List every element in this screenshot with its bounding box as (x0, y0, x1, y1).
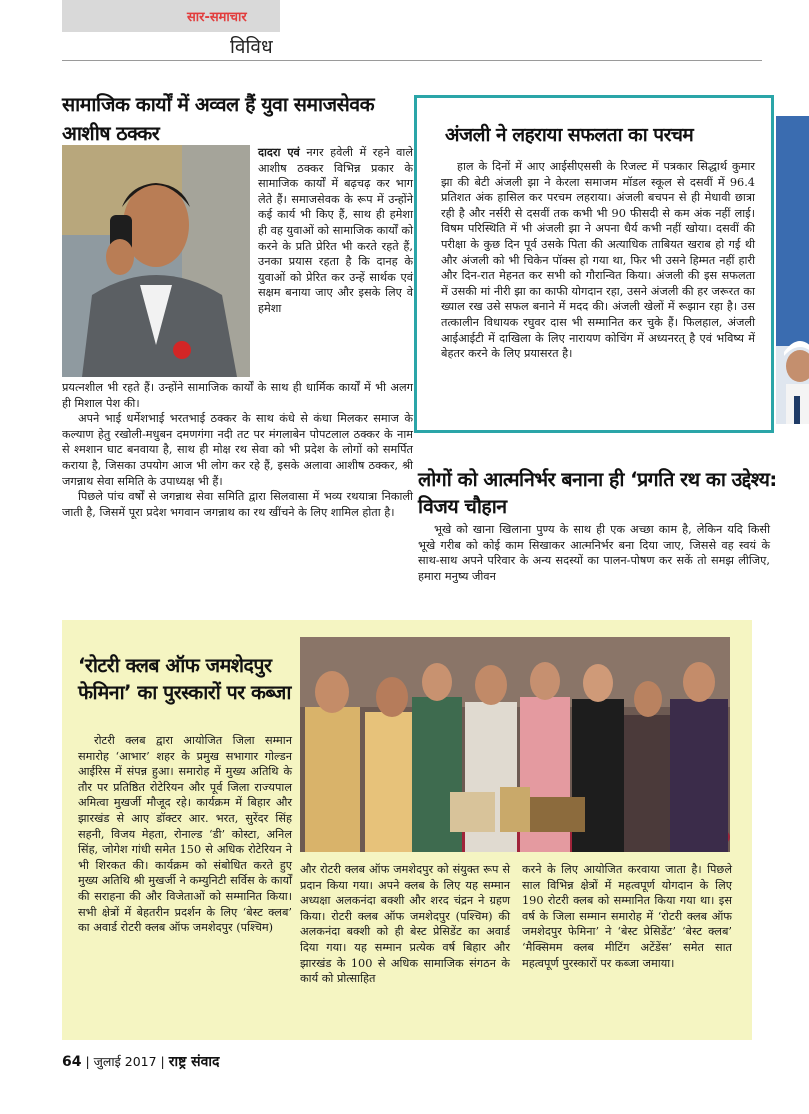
article3-headline: लोगों को आत्मनिर्भर बनाना ही ‘प्रगति रथ का उद्देश्य: विजय चौहान (418, 468, 777, 518)
article1-para3: पिछले पांच वर्षों से जगन्नाथ सेवा समिति द्वारा सिलवासा में भव्य रथयात्रा निकाली जाती है, जिसमें पूरा प्रदेश भगवान जगन्नाथ का रथ खींचने के लिए शामिल होता है। (62, 490, 413, 519)
article3-body (418, 522, 770, 584)
article4-col1 (78, 733, 292, 936)
article4-col2 (300, 862, 510, 987)
page-number: 64 (62, 1054, 82, 1070)
article4-col2-text: और रोटरी क्लब ऑफ जमशेदपुर को संयुक्त रूप से प्रदान किया गया। अपने क्लब के लिए यह सम्मान अध्यक्षा अलकनंदा बक्शी और शरद चंद्रन ने ग्रहण किया। रोटरी क्लब ऑफ जमशेदपुर (पश्चिम) की अलकनंदा बक्शी को ही बेस्ट प्रेसिडेंट का अवार्ड दिया गया। यह सम्मान प्रत्येक वर्ष बिहार और झारखंड के 100 से अधिक सामाजिक संगठन के कार्य को प्रोत्साहित (300, 863, 510, 986)
article4-col3 (522, 862, 732, 971)
article1-photo (62, 145, 250, 377)
article2-text: हाल के दिनों में आए आईसीएससी के रिजल्ट में पत्रकार सिद्धार्थ कुमार झा की बेटी अंजली झा ने केरला समाजम मॉडल स्कूल से दसवीं में 96.4 प्रतिशत अंक हासिल कर परचम लहराया। अंजली बचपन से ही मेधावी छात्रा रही है और नर्सरी से दसवीं तक कभी भी 90 फीसदी से कम अंक नहीं लाई। विषम परिस्थिति में भी अंजली झा ने अपना धैर्य कभी नहीं खोया। दसवीं की परीक्षा के कुछ दिन पूर्व उसके पिता की अत्याधिक ताबियत खराब हो गई थी और अंजली को भी चिकेन पॉक्स हो गया था, फिर भी उसने हिम्मत नहीं हारी और दिन-रात मेहनत कर सभी को गौरान्वित किया। अंजली की इस सफलता में उसकी मां नीरी झा का काफी योगदान रहा, उसने अंजली की हर जरूरत का ख्याल रख उसे सफल बनाने में मदद की। अंजली खेलों में रूझान रहा है। उस तत्कालीन विधायक रघुवर दास भी सम्मानित कर चुके हैं। फिलहाल, अंजली आईआईटी में दाखिला के लिए नारायण कोचिंग में अध्यनरत् है एवं भविष्य में बेहतर करने के लिए प्रयासरत है। (441, 160, 755, 361)
article4-col3-text: करने के लिए आयोजित करवाया जाता है। पिछले साल विभिन्न क्षेत्रों में महत्वपूर्ण योगदान के लिए 190 रोटरी क्लब को सम्मानित किया गया था। इस वर्ष के जिला सम्मान समारोह में ‘रोटरी क्लब ऑफ जमशेदपुर फेमिना’ ने ‘बेस्ट प्रेसिडेंट’ ‘बेस्ट क्लब’ ‘मैक्सिमम क्लब मीटिंग अटेंडेंस’ समेत सात महत्वपूर्ण पुरस्कारों पर कब्जा जमाया। (522, 863, 732, 970)
article4-photo (300, 637, 730, 852)
magazine-name: राष्ट्र संवाद (168, 1054, 220, 1070)
article1-headline: सामाजिक कार्यों में अव्वल हैं युवा समाजसेवक आशीष ठक्कर (62, 93, 375, 145)
header-divider (62, 60, 762, 61)
article1-lead (258, 145, 413, 317)
article1-body (62, 380, 413, 520)
article1-para2: अपने भाई धर्मेशभाई भरतभाई ठक्कर के साथ कंधे से कंधा मिलकर समाज के कल्याण हेतु रखोली-मधुबन दमणगंगा नदी तट पर मंगलाबेन पोपटलाल ठक्कर के नाम से श्मशान घाट बनवाया है, साथ ही मोक्ष रथ सेवा को भी प्रदेश के लोगों को समर्पित कराया है, जिसका उपयोग आज भी लोग कर रहे हैं, इसके अलावा आशीष ठक्कर, श्री जगन्नाथ सेवा समिति के उपाध्यक्ष भी हैं। (62, 412, 413, 488)
article4-col1-text: रोटरी क्लब द्वारा आयोजित जिला सम्मान समारोह ‘आभार’ शहर के प्रमुख सभागार गोल्डन आईरिस में संपन्न हुआ। समारोह में मुख्य अतिथि के तौर पर प्रतिष्ठित रोटेरियन और पूर्व जिला राज्यपाल अमित्वा मुखर्जी मौजूद रहे। कार्यक्रम में बिहार और झारखंड से आए डॉक्टर आर. भरत, सुरेंदर सिंह सहनी, विजय मेहता, रोनाल्ड ‘डी’ कोस्टा, अनिल सिंह, जोगेश गांधी समेत 150 से अधिक रोटेरियन ने भी शिरकत की। कार्यक्रम को संबोधित करते हुए मुख्य अतिथि श्री मुखर्जी ने कम्युनिटी सर्विस के कार्यों की सराहना की और विजेताओं को सम्मानित किया। सभी क्षेत्रों में बेहतरीन प्रदर्शन के लिए ‘बेस्ट क्लब’ का अवार्ड रोटरी क्लब ऑफ जमशेदपुर (पश्चिम) (78, 734, 292, 935)
article1-lead-text: नगर हवेली में रहने वाले आशीष ठक्कर विभिन्न प्रकार के सामाजिक कार्यों में बढ़चढ़ कर भाग लेते हैं। समाजसेवक के रूप में उन्होंने कई कार्य भी किए हैं, साथ ही हमेशा ही वह युवाओं को सामाजिक कार्यों को करने के प्रति प्रेरित भी करते रहते हैं, उनका प्रयास रहता है कि दानह के युवाओं को प्रेरित कर उन्हें सार्थक एवं सक्षम बनाया जाए और इसके लिए वे हमेशा (258, 146, 413, 315)
article3-text: भूखे को खाना खिलाना पुण्य के साथ ही एक अच्छा काम है, लेकिन यदि किसी भूखे गरीब को कोई काम सिखाकर आत्मनिर्भर बना दिया जाए, जिससे वह स्वयं के साथ-साथ अपने परिवार के अन्य सदस्यों का पालन-पोषण कर सकें तो समझ लीजिए, हमारा मनुष्य जीवन (418, 523, 770, 583)
article2-headline: अंजली ने लहराया सफलता का परचम (445, 124, 694, 146)
article1-lead-bold: दादरा एवं (258, 145, 300, 159)
issue-date: जुलाई 2017 (93, 1054, 157, 1069)
section-tag (62, 0, 280, 32)
article2-body (441, 159, 755, 362)
article4-headline: ‘रोटरी क्लब ऑफ जमशेदपुर फेमिना’ का पुरस्कारों पर कब्जा (78, 654, 291, 704)
section-tag-label: सार-समाचार (187, 10, 247, 25)
article2-photo (776, 116, 809, 424)
page-footer: 64 | जुलाई 2017 | राष्ट्र संवाद (62, 1054, 220, 1070)
section-title: विविध (230, 36, 273, 58)
article2-box (414, 95, 774, 433)
article1-cont: प्रयत्नशील भी रहते हैं। उन्होंने सामाजिक कार्यों के साथ ही धार्मिक कार्यों में भी अलग ही मिशाल पेश की। (62, 381, 413, 410)
